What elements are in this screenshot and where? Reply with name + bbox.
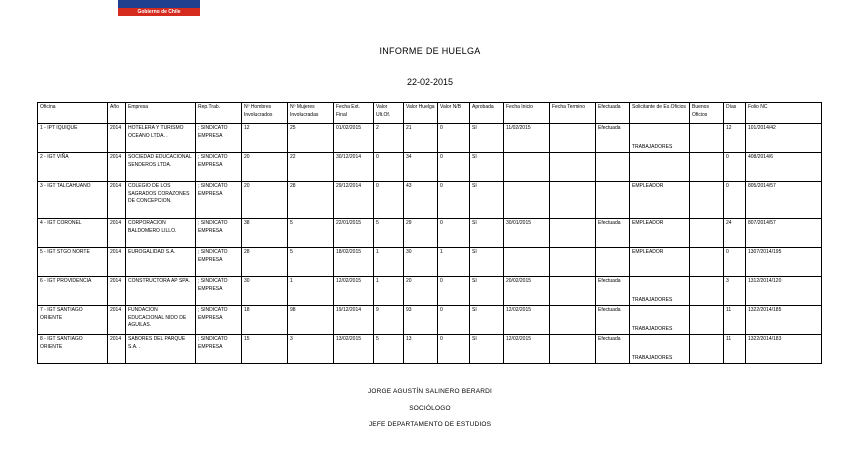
table-cell — [690, 306, 724, 335]
table-cell: FUNDACION EDUCACIONAL NIDO DE AGUILAS. — [126, 306, 196, 335]
report-title: INFORME DE HUELGA — [379, 46, 481, 56]
table-cell — [690, 277, 724, 306]
table-cell: 1322/2014/185 — [746, 306, 822, 335]
table-row — [38, 182, 822, 219]
table-row — [38, 248, 822, 277]
table-cell — [550, 248, 596, 277]
table-cell: 7 - IGT SANTIAGO ORIENTE — [38, 306, 108, 335]
table-cell: 2014 — [108, 277, 126, 306]
table-cell: 6 - IGT PROVIDENCIA — [38, 277, 108, 306]
table-cell — [596, 248, 630, 277]
table-cell: 1312/2014/120 — [746, 277, 822, 306]
table-cell: 30 — [404, 248, 438, 277]
table-cell: 25 — [288, 124, 334, 153]
table-cell — [550, 153, 596, 182]
table-cell: 101/2014/42 — [746, 124, 822, 153]
table-cell: 9 — [374, 306, 404, 335]
table-cell: TRABAJADORES — [630, 335, 690, 364]
table-cell: 1 — [288, 277, 334, 306]
table-cell — [690, 124, 724, 153]
table-cell: 0 — [374, 182, 404, 219]
table-cell: 30/12/2014 — [334, 153, 374, 182]
table-cell: 34 — [404, 153, 438, 182]
table-cell: Efectuada — [596, 124, 630, 153]
table-cell: 1307/2014/195 — [746, 248, 822, 277]
table-cell: 28 — [242, 248, 288, 277]
table-cell: 0 — [438, 153, 470, 182]
table-cell: TRABAJADORES — [630, 306, 690, 335]
table-cell: SOCIEDAD EDUCACIONAL SENDEROS LTDA. — [126, 153, 196, 182]
table-cell: 5 — [374, 219, 404, 248]
table-cell: SI — [470, 277, 504, 306]
table-cell: ; SINDICATO EMPRESA — [196, 153, 242, 182]
table-cell: 2014 — [108, 153, 126, 182]
table-cell — [504, 153, 550, 182]
table-cell: 22 — [288, 153, 334, 182]
table-cell: EMPLEADOR — [630, 219, 690, 248]
table-cell: ; SINDICATO EMPRESA — [196, 124, 242, 153]
table-cell — [550, 335, 596, 364]
table-cell: 807/2014/57 — [746, 219, 822, 248]
table-cell: 38 — [242, 219, 288, 248]
table-cell: 1322/2014/183 — [746, 335, 822, 364]
table-cell: SI — [470, 248, 504, 277]
table-cell: 01/02/2015 — [334, 124, 374, 153]
signature-role: SOCIÓLOGO — [409, 405, 451, 412]
table-cell: 98 — [288, 306, 334, 335]
table-cell: 20 — [242, 153, 288, 182]
table-cell: 805/2014/57 — [746, 182, 822, 219]
table-cell: SI — [470, 219, 504, 248]
table-cell: SI — [470, 306, 504, 335]
table-cell: 1 — [374, 277, 404, 306]
table-cell — [690, 335, 724, 364]
column-header: Fecha Inicio — [504, 103, 550, 124]
table-cell: 13 — [404, 335, 438, 364]
gobierno-logo — [118, 0, 200, 16]
table-cell: 18 — [242, 306, 288, 335]
table-cell: 2 - IGT VIÑA — [38, 153, 108, 182]
column-header: Fecha Ext. Final — [334, 103, 374, 124]
table-cell — [690, 182, 724, 219]
column-header: Rep.Trab. — [196, 103, 242, 124]
table-cell: 30/01/2015 — [504, 219, 550, 248]
table-cell: 408/2014/6 — [746, 153, 822, 182]
column-header: Valor Huelga — [404, 103, 438, 124]
column-header: Fecha Termino — [550, 103, 596, 124]
table-cell: 0 — [374, 153, 404, 182]
table-cell: 29/12/2014 — [334, 182, 374, 219]
signature-dept: JEFE DEPARTAMENTO DE ESTUDIOS — [368, 421, 492, 428]
table-cell: 24 — [724, 219, 746, 248]
table-cell: SI — [470, 182, 504, 219]
table-cell: 12/02/2015 — [334, 277, 374, 306]
table-cell: EUROGALIDAD S.A. — [126, 248, 196, 277]
table-cell: 12/02/2015 — [504, 335, 550, 364]
table-cell: ; SINDICATO EMPRESA — [196, 277, 242, 306]
table-cell: 22/01/2015 — [334, 219, 374, 248]
table-cell: Efectuada — [596, 306, 630, 335]
table-cell: Efectuada — [596, 335, 630, 364]
strike-report-table — [37, 102, 822, 364]
table-cell: 0 — [724, 182, 746, 219]
table-cell: 1 - IPT IQUIQUE — [38, 124, 108, 153]
table-cell: 3 — [288, 335, 334, 364]
table-cell: 29 — [404, 219, 438, 248]
table-cell: 2014 — [108, 335, 126, 364]
table-cell — [690, 153, 724, 182]
table-cell: 3 - IGT TALCAHUANO — [38, 182, 108, 219]
table-cell: 4 - IGT CORONEL — [38, 219, 108, 248]
table-cell: EMPLEADOR — [630, 248, 690, 277]
table-cell: 11 — [724, 306, 746, 335]
table-cell: Efectuada — [596, 219, 630, 248]
table-cell: 0 — [438, 182, 470, 219]
table-cell: 20 — [242, 182, 288, 219]
table-cell: SI — [470, 153, 504, 182]
table-cell: 2014 — [108, 248, 126, 277]
table-cell: 2014 — [108, 182, 126, 219]
table-cell: 1 — [438, 248, 470, 277]
column-header: Empresa — [126, 103, 196, 124]
column-header: Folio NC — [746, 103, 822, 124]
table-cell: TRABAJADORES — [630, 277, 690, 306]
column-header: Días — [724, 103, 746, 124]
column-header: Solicitante de Ex.Oficios — [630, 103, 690, 124]
table-cell: 0 — [724, 248, 746, 277]
table-cell: 5 — [288, 248, 334, 277]
table-cell: 21 — [404, 124, 438, 153]
table-cell: 0 — [438, 124, 470, 153]
table-cell: 15 — [242, 335, 288, 364]
table-cell: 12 — [242, 124, 288, 153]
column-header: Valor Ult.Of. — [374, 103, 404, 124]
table-cell: 18/02/2015 — [334, 248, 374, 277]
table-cell: CONSTRUCTORA AP SPA. — [126, 277, 196, 306]
table-cell: ; SINDICATO EMPRESA — [196, 248, 242, 277]
column-header: Aprobada — [470, 103, 504, 124]
table-cell: 3 — [724, 277, 746, 306]
table-cell: 0 — [438, 277, 470, 306]
table-cell: 2014 — [108, 306, 126, 335]
table-cell: ; SINDICATO EMPRESA — [196, 219, 242, 248]
table-cell: 1 — [374, 248, 404, 277]
table-cell: 5 — [374, 335, 404, 364]
table-cell: COLEGIO DE LOS SAGRADOS CORAZONES DE CONCEPCION. — [126, 182, 196, 219]
table-cell: 0 — [438, 219, 470, 248]
table-cell: 12 — [724, 124, 746, 153]
table-cell: 0 — [438, 335, 470, 364]
table-cell: 2014 — [108, 219, 126, 248]
table-cell: 20 — [404, 277, 438, 306]
table-cell — [550, 277, 596, 306]
table-cell — [504, 248, 550, 277]
table-cell — [690, 248, 724, 277]
table-cell: 11 — [724, 335, 746, 364]
table-cell: 11/02/2015 — [504, 124, 550, 153]
table-cell: CORPORACION BALDOMERO LILLO. — [126, 219, 196, 248]
table-cell: SI — [470, 335, 504, 364]
table-cell — [550, 219, 596, 248]
table-cell — [630, 153, 690, 182]
table-row — [38, 277, 822, 306]
column-header: Valor N/B — [438, 103, 470, 124]
table-header-row — [38, 103, 822, 124]
table-cell: 43 — [404, 182, 438, 219]
column-header: Buenos Oficios — [690, 103, 724, 124]
table-cell: ; SINDICATO EMPRESA — [196, 182, 242, 219]
table-cell: 30 — [242, 277, 288, 306]
table-cell: 2 — [374, 124, 404, 153]
table-cell: 13/02/2015 — [334, 335, 374, 364]
logo-text: Gobierno de Chile — [118, 8, 200, 16]
table-cell: SI — [470, 124, 504, 153]
column-header: Efectuada — [596, 103, 630, 124]
table-cell: 0 — [438, 306, 470, 335]
table-cell: 12/02/2015 — [504, 306, 550, 335]
table-cell: 2014 — [108, 124, 126, 153]
table-cell — [550, 182, 596, 219]
table-row — [38, 124, 822, 153]
table-row — [38, 335, 822, 364]
table-cell — [690, 219, 724, 248]
column-header: Oficina — [38, 103, 108, 124]
table-cell: 5 - IGT STGO NORTE — [38, 248, 108, 277]
table-cell — [550, 306, 596, 335]
column-header: Año — [108, 103, 126, 124]
table-cell — [596, 153, 630, 182]
table-row — [38, 153, 822, 182]
table-cell: ; SINDICATO EMPRESA — [196, 335, 242, 364]
table-cell: TRABAJADORES — [630, 124, 690, 153]
table-cell: Efectuada — [596, 277, 630, 306]
table-cell: EMPLEADOR — [630, 182, 690, 219]
table-cell: 5 — [288, 219, 334, 248]
signature-name: JORGE AGUSTÍN SALINERO BERARDI — [367, 388, 493, 395]
table-cell: 93 — [404, 306, 438, 335]
table-cell — [550, 124, 596, 153]
column-header: Nº Hombres Involucrados — [242, 103, 288, 124]
table-row — [38, 219, 822, 248]
table-cell — [596, 182, 630, 219]
table-cell: 19/12/2014 — [334, 306, 374, 335]
table-cell: HOTELERA Y TURISMO OCEANO LTDA. . — [126, 124, 196, 153]
table-cell: 20/02/2015 — [504, 277, 550, 306]
report-date: 22-02-2015 — [406, 77, 454, 87]
table-cell: SABORES DEL PARQUE S.A. . — [126, 335, 196, 364]
table-cell: 8 - IGT SANTIAGO ORIENTE — [38, 335, 108, 364]
table-row — [38, 306, 822, 335]
table-cell: 28 — [288, 182, 334, 219]
table-cell: ; SINDICATO EMPRESA — [196, 306, 242, 335]
column-header: Nº Mujeres Involucradas — [288, 103, 334, 124]
table-cell: 0 — [724, 153, 746, 182]
table-cell — [504, 182, 550, 219]
